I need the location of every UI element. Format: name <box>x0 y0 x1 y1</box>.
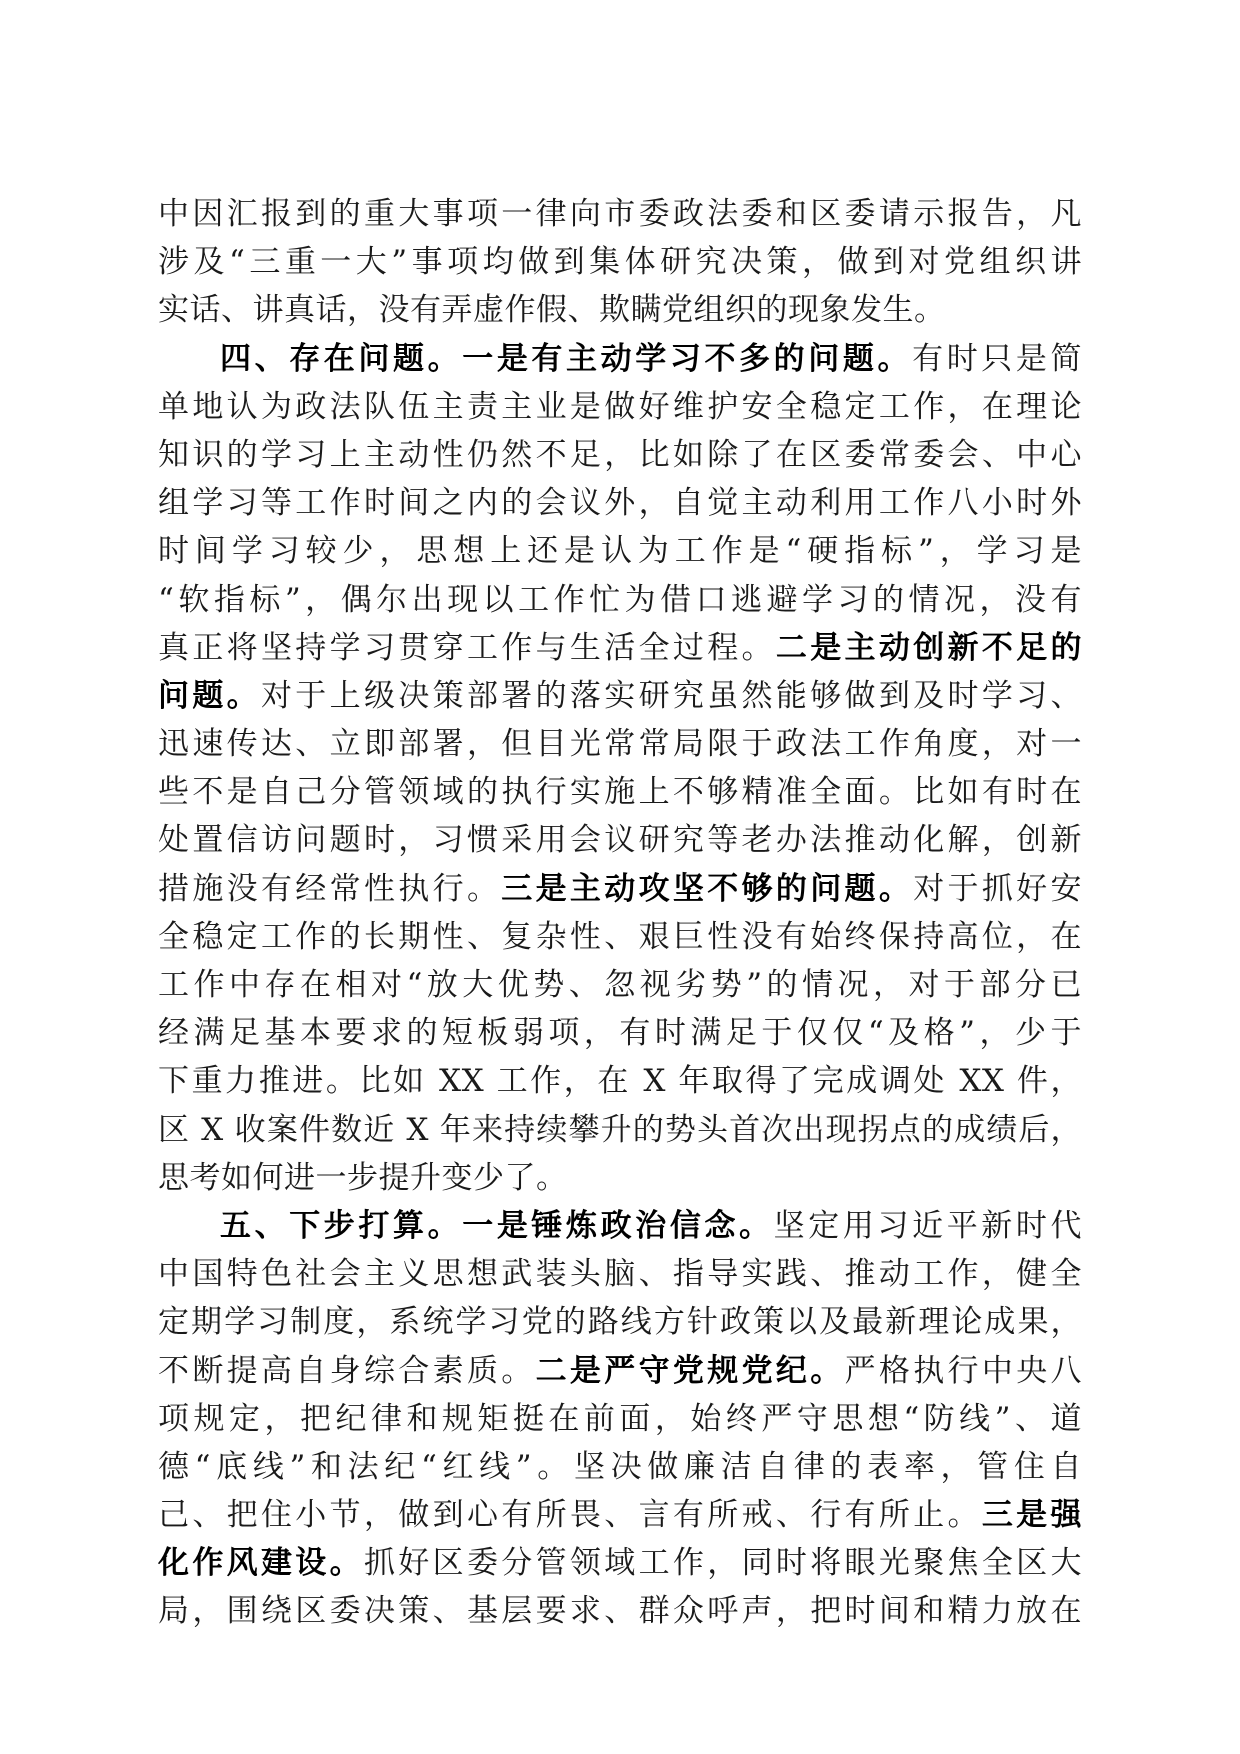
text-run: 经满足基本要求的短板弱项，有时满足于仅仅“及格”，少于 <box>158 1015 1082 1052</box>
text-run: 对于抓好安 <box>913 870 1083 907</box>
text-run: 措施没有经常性执行。 <box>158 870 502 907</box>
text-line <box>158 1009 1082 1057</box>
bold-phrase: 二是主动创新不足的 <box>775 629 1083 666</box>
bold-phrase: 二是严守党规党纪。 <box>535 1352 845 1389</box>
text-run: 中因汇报到的重大事项一律向市委政法委和区委请示报告，凡 <box>158 196 1082 232</box>
text-line <box>158 238 1082 286</box>
text-line <box>158 1202 1082 1250</box>
text-line <box>158 431 1082 479</box>
text-line <box>158 190 1082 238</box>
text-run: 真正将坚持学习贯穿工作与生活全过程。 <box>158 629 776 666</box>
text-run: 些不是自己分管领域的执行实施上不够精准全面。比如有时在 <box>158 774 1082 811</box>
text-run: 抓好区委分管领域工作，同时将眼光聚焦全区大 <box>363 1545 1083 1582</box>
text-line <box>158 768 1082 816</box>
text-line <box>158 1539 1082 1587</box>
text-run: 涉及“三重一大”事项均做到集体研究决策，做到对党组织讲 <box>158 244 1082 281</box>
text-line <box>158 672 1082 720</box>
text-run: 己、把住小节，做到心有所畏、言有所戒、行有所止。 <box>158 1497 982 1534</box>
text-run: 有时只是简 <box>912 340 1083 377</box>
text-line <box>158 1154 1082 1202</box>
document-body <box>158 190 1082 1636</box>
text-run: 时间学习较少，思想上还是认为工作是“硬指标”，学习是 <box>158 533 1082 570</box>
text-run: 思考如何进一步提升变少了。 <box>158 1159 568 1196</box>
text-run: 项规定，把纪律和规矩挺在前面，始终严守思想“防线”、道 <box>158 1400 1082 1437</box>
text-line <box>158 1395 1082 1443</box>
text-run: 严格执行中央八 <box>844 1352 1083 1389</box>
bold-phrase: 三是强 <box>981 1497 1082 1534</box>
text-line <box>158 286 1082 334</box>
text-run: 迅速传达、立即部署，但目光常常局限于政法工作角度，对一 <box>158 726 1082 763</box>
text-run: 实话、讲真话，没有弄虚作假、欺瞒党组织的现象发生。 <box>158 292 946 329</box>
bold-phrase: 三是主动攻坚不够的问题。 <box>501 870 914 907</box>
text-run: 组学习等工作时间之内的会议外，自觉主动利用工作八小时外 <box>158 485 1082 522</box>
text-run: 局，围绕区委决策、基层要求、群众呼声，把时间和精力放在 <box>158 1593 1082 1630</box>
text-run: 坚定用习近平新时代 <box>773 1207 1083 1244</box>
text-run: 下重力推进。比如 XX 工作，在 X 年取得了完成调处 XX 件， <box>158 1063 1082 1100</box>
text-line <box>158 576 1082 624</box>
text-run: 知识的学习上主动性仍然不足，比如除了在区委常委会、中心 <box>158 436 1082 473</box>
text-line <box>158 913 1082 961</box>
text-run: 德“底线”和法纪“红线”。坚决做廉洁自律的表率，管住自 <box>158 1448 1082 1485</box>
text-line <box>158 383 1082 431</box>
text-run: 中国特色社会主义思想武装头脑、指导实践、推动工作，健全 <box>158 1256 1082 1293</box>
text-run: 对于上级决策部署的落实研究虽然能够做到及时学习、 <box>260 677 1083 714</box>
text-line <box>158 720 1082 768</box>
bold-phrase: 五、下步打算。一是锤炼政治信念。 <box>220 1207 774 1244</box>
text-run: 处置信访问题时，习惯采用会议研究等老办法推动化解，创新 <box>158 822 1082 859</box>
text-line <box>158 1250 1082 1298</box>
text-run: 不断提高自身综合素质。 <box>158 1352 536 1389</box>
bold-phrase: 四、存在问题。一是有主动学习不多的问题。 <box>220 340 913 377</box>
text-line <box>158 1106 1082 1154</box>
text-line <box>158 1491 1082 1539</box>
text-line <box>158 816 1082 864</box>
text-line <box>158 865 1082 913</box>
text-run: 单地认为政法队伍主责主业是做好维护安全稳定工作，在理论 <box>158 388 1082 425</box>
text-line <box>158 1057 1082 1105</box>
text-line <box>158 479 1082 527</box>
text-run: 区 X 收案件数近 X 年来持续攀升的势头首次出现拐点的成绩后， <box>158 1111 1082 1148</box>
bold-phrase: 化作风建设。 <box>158 1545 364 1582</box>
text-line <box>158 1587 1082 1635</box>
text-line <box>158 1347 1082 1395</box>
text-run: 定期学习制度，系统学习党的路线方针政策以及最新理论成果， <box>158 1304 1082 1341</box>
text-run: 全稳定工作的长期性、复杂性、艰巨性没有始终保持高位，在 <box>158 918 1082 955</box>
text-line <box>158 1298 1082 1346</box>
text-line <box>158 335 1082 383</box>
text-line <box>158 624 1082 672</box>
text-line <box>158 1443 1082 1491</box>
text-run: “软指标”，偶尔出现以工作忙为借口逃避学习的情况，没有 <box>158 581 1082 618</box>
bold-phrase: 问题。 <box>158 677 261 714</box>
text-line <box>158 961 1082 1009</box>
text-run: 工作中存在相对“放大优势、忽视劣势”的情况，对于部分已 <box>158 967 1082 1003</box>
text-line <box>158 527 1082 575</box>
